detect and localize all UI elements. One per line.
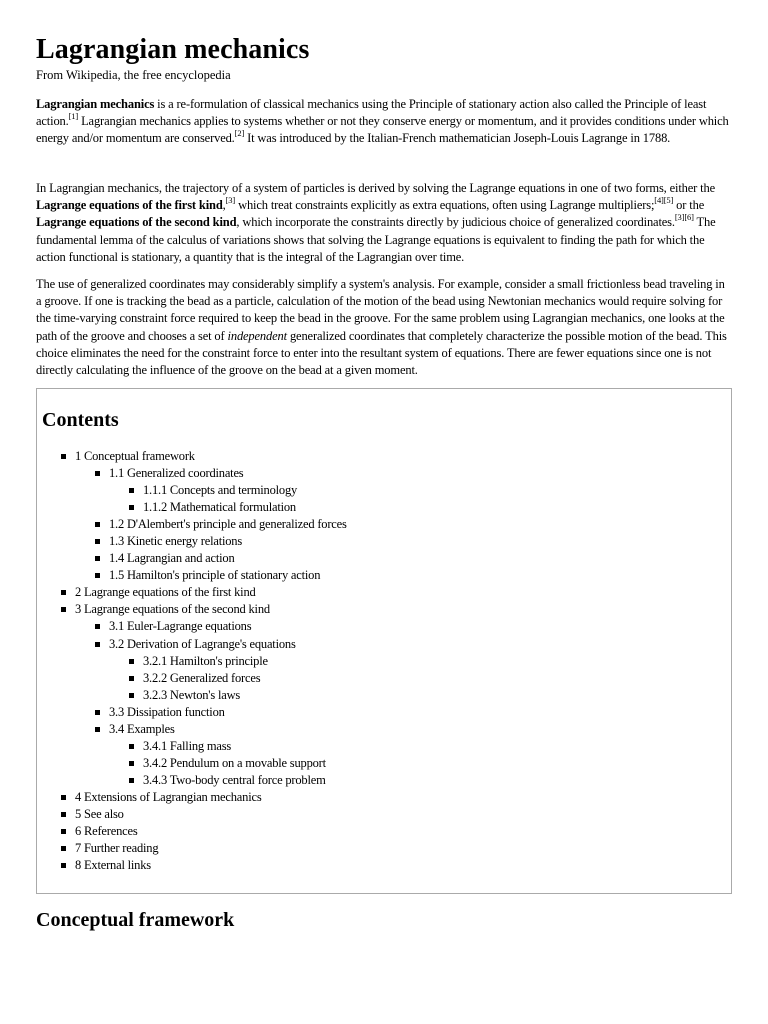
bullet-icon <box>129 488 134 493</box>
toc-link[interactable]: 4 Extensions of Lagrangian mechanics <box>75 789 262 804</box>
toc-link[interactable]: 1.5 Hamilton's principle of stationary action <box>109 568 321 583</box>
bullet-icon <box>61 863 66 868</box>
paragraph-text: generalized coordinates that completely characterize the possible motion of the bead. This choice eliminates the need for the constraint force to enter into the resultant system of equations. There are fewer equations since one is not directly calculating the influence of the groove on the bead at a given moment. <box>36 328 727 378</box>
bullet-icon <box>129 761 134 766</box>
toc-link[interactable]: 7 Further reading <box>75 841 159 856</box>
reference-link[interactable]: [4][5] <box>654 195 674 206</box>
toc-link[interactable]: 1.3 Kinetic energy relations <box>109 534 243 549</box>
bullet-icon <box>61 846 66 851</box>
italic-term: independent <box>227 328 287 343</box>
bullet-icon <box>95 471 100 476</box>
bullet-icon <box>129 676 134 681</box>
bullet-icon <box>95 710 100 715</box>
paragraph-text: It was introduced by the Italian-French mathematician Joseph-Louis Lagrange in 1788. <box>244 131 671 146</box>
bullet-icon <box>95 556 100 561</box>
bullet-icon <box>95 539 100 544</box>
bold-term: Lagrange equations of the second kind <box>36 215 237 230</box>
paragraph-text: , which incorporate the constraints directly by judicious choice of generalized coordinates. <box>236 215 675 230</box>
toc-link[interactable]: 5 See also <box>75 806 124 821</box>
page-subtitle: From Wikipedia, the free encyclopedia <box>36 68 231 82</box>
toc-link[interactable]: 1.1.1 Concepts and terminology <box>143 483 298 498</box>
reference-link[interactable]: [1] <box>68 111 79 122</box>
toc-link[interactable]: 3.4.3 Two-body central force problem <box>143 772 326 787</box>
paragraph-text: which treat constraints explicitly as extra equations, often using Lagrange multipliers; <box>235 198 655 213</box>
bullet-icon <box>129 505 134 510</box>
bullet-icon <box>95 727 100 732</box>
toc-title: Contents <box>42 409 119 431</box>
paragraph-text: The use of generalized coordinates may considerably simplify a system's analysis. For example, consider a small frictionless bead traveling in a groove. If one is tracking the bead as a particle, calculation of the motion of the bead using Newtonian mechanics would require solving for the time-varying constraint force required to keep the bead in the groove. For the same problem using Lagrangian mechanics, one looks at the path of the groove and chooses a set of <box>36 277 725 343</box>
bullet-icon <box>95 573 100 578</box>
bullet-icon <box>61 590 66 595</box>
bullet-icon <box>61 812 66 817</box>
toc-link[interactable]: 3.4 Examples <box>109 721 175 736</box>
bullet-icon <box>129 778 134 783</box>
toc-link[interactable]: 8 External links <box>75 858 151 873</box>
paragraph-text: or the <box>673 198 705 213</box>
bold-term: Lagrangian mechanics <box>36 97 155 111</box>
toc-link[interactable]: 6 References <box>75 824 138 839</box>
toc-link[interactable]: 2 Lagrange equations of the first kind <box>75 585 256 600</box>
bullet-icon <box>61 795 66 800</box>
toc-link[interactable]: 1.2 D'Alembert's principle and generalized forces <box>109 517 347 532</box>
bullet-icon <box>95 624 100 629</box>
toc-link[interactable]: 3.3 Dissipation function <box>109 704 225 719</box>
paragraph-text: The fundamental lemma of the calculus of variations shows that solving the Lagrange equations is equivalent to finding the path for which the action functional is stationary, a quantity that is the integral of the Lagrangian over time. <box>36 215 716 264</box>
bullet-icon <box>95 522 100 527</box>
toc-link[interactable]: 3.2 Derivation of Lagrange's equations <box>109 636 296 651</box>
paragraph-text: Lagrangian mechanics applies to systems whether or not they conserve energy or momentum, and it provides conditions under which energy and/or momentum are conserved. <box>36 114 729 146</box>
table-of-contents <box>36 388 732 894</box>
bullet-icon <box>95 642 100 647</box>
toc-link[interactable]: 3.4.2 Pendulum on a movable support <box>143 755 326 770</box>
intro-paragraph-1 <box>36 96 732 148</box>
reference-link[interactable]: [3] <box>225 195 236 206</box>
bullet-icon <box>129 744 134 749</box>
reference-link[interactable]: [2] <box>234 128 245 139</box>
toc-link[interactable]: 3 Lagrange equations of the second kind <box>75 602 270 617</box>
bullet-icon <box>129 693 134 698</box>
reference-link[interactable]: [3][6] <box>674 212 694 223</box>
paragraph-text: In Lagrangian mechanics, the trajectory of a system of particles is derived by solving the Lagrange equations in one of two forms, either the <box>36 181 715 195</box>
paragraph-text: is a re-formulation of classical mechanics using the Principle of stationary action also called the Principle of least action. <box>36 97 707 129</box>
bullet-icon <box>61 607 66 612</box>
toc-link[interactable]: 1.1 Generalized coordinates <box>109 466 244 481</box>
paragraph-text: , <box>222 198 226 213</box>
page-title: Lagrangian mechanics <box>36 34 310 65</box>
bold-term: Lagrange equations of the first kind <box>36 198 223 213</box>
intro-paragraph-2 <box>36 180 732 266</box>
bullet-icon <box>129 659 134 664</box>
intro-paragraph-3 <box>36 276 732 379</box>
toc-link[interactable]: 3.2.3 Newton's laws <box>143 687 241 702</box>
toc-link[interactable]: 3.1 Euler-Lagrange equations <box>109 619 252 634</box>
toc-link[interactable]: 3.2.1 Hamilton's principle <box>143 653 268 668</box>
toc-link[interactable]: 1 Conceptual framework <box>75 449 195 463</box>
section-heading: Conceptual framework <box>36 909 235 931</box>
bullet-icon <box>61 829 66 834</box>
toc-link[interactable]: 1.1.2 Mathematical formulation <box>143 500 296 515</box>
bullet-icon <box>61 454 66 459</box>
toc-link[interactable]: 1.4 Lagrangian and action <box>109 551 235 566</box>
toc-link[interactable]: 3.4.1 Falling mass <box>143 738 232 753</box>
toc-link[interactable]: 3.2.2 Generalized forces <box>143 670 261 685</box>
